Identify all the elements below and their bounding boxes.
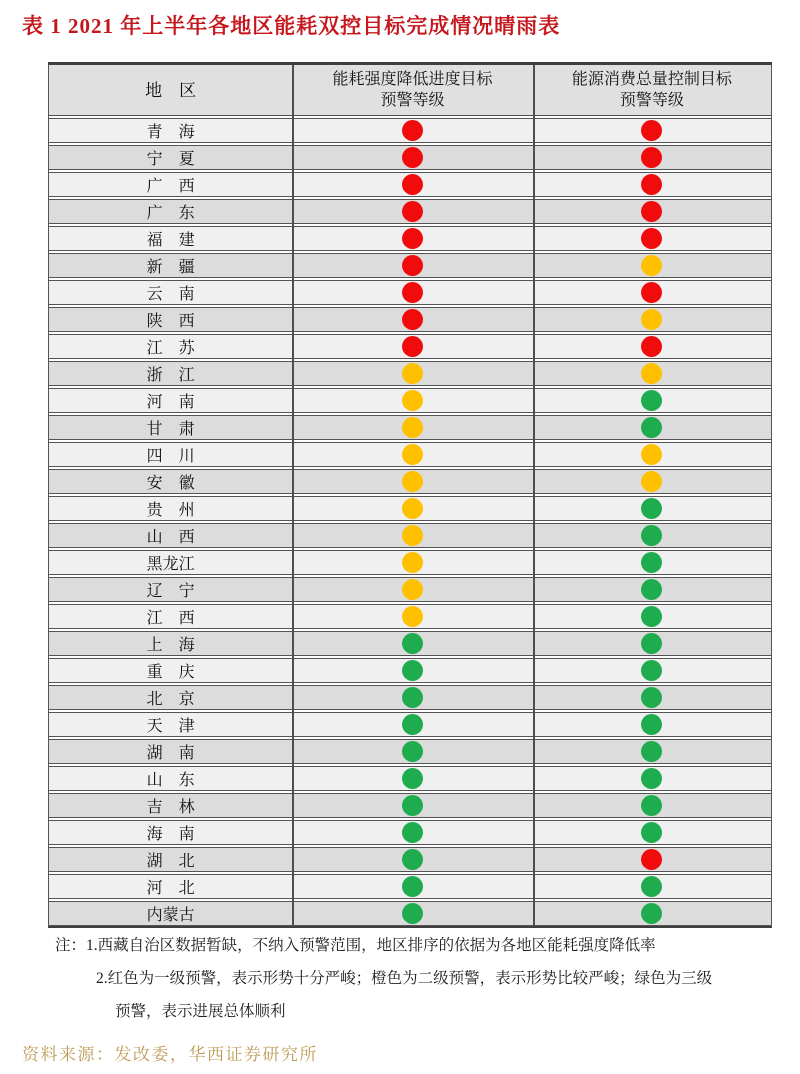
warning-level-cell bbox=[292, 659, 532, 682]
status-dot-green bbox=[641, 741, 662, 762]
region-name: 海 南 bbox=[146, 826, 195, 843]
status-dot-green bbox=[402, 741, 423, 762]
table-row bbox=[49, 685, 771, 710]
status-dot-green bbox=[402, 687, 423, 708]
region-name: 安 徽 bbox=[146, 475, 195, 492]
table-row bbox=[49, 874, 771, 899]
warning-level-cell bbox=[533, 497, 771, 520]
status-dot-red bbox=[641, 228, 662, 249]
region-name: 青 海 bbox=[146, 124, 195, 141]
table-header-row bbox=[49, 65, 771, 116]
warning-level-cell bbox=[292, 740, 532, 763]
status-dot-green bbox=[641, 714, 662, 735]
status-dot-yellow bbox=[641, 255, 662, 276]
region-name: 吉 林 bbox=[146, 799, 195, 816]
warning-level-cell bbox=[292, 497, 532, 520]
table-row bbox=[49, 847, 771, 872]
table-row bbox=[49, 226, 771, 251]
note-line-1 bbox=[55, 936, 765, 956]
warning-level-cell bbox=[292, 524, 532, 547]
status-dot-green bbox=[402, 714, 423, 735]
warning-level-cell bbox=[292, 605, 532, 628]
status-dot-yellow bbox=[641, 444, 662, 465]
status-dot-green bbox=[641, 633, 662, 654]
note-prefix: 注： bbox=[55, 937, 87, 954]
warning-level-cell bbox=[292, 443, 532, 466]
header-intensity-line1: 能耗强度降低进度目标 bbox=[332, 71, 493, 88]
status-dot-yellow bbox=[402, 606, 423, 627]
region-name: 山 东 bbox=[146, 772, 195, 789]
warning-level-cell bbox=[533, 335, 771, 358]
warning-level-cell bbox=[533, 659, 771, 682]
table-row bbox=[49, 739, 771, 764]
warning-level-cell bbox=[533, 767, 771, 790]
warning-level-cell bbox=[533, 443, 771, 466]
status-dot-red bbox=[641, 174, 662, 195]
status-dot-red bbox=[641, 120, 662, 141]
table-row bbox=[49, 631, 771, 656]
status-dot-red bbox=[402, 228, 423, 249]
status-dot-green bbox=[641, 579, 662, 600]
table-row bbox=[49, 550, 771, 575]
warning-level-cell bbox=[292, 551, 532, 574]
warning-level-cell bbox=[292, 578, 532, 601]
warning-level-cell bbox=[292, 686, 532, 709]
status-dot-green bbox=[402, 768, 423, 789]
status-dot-red bbox=[641, 147, 662, 168]
region-name: 浙 江 bbox=[146, 367, 195, 384]
status-dot-green bbox=[641, 795, 662, 816]
table-row bbox=[49, 523, 771, 548]
table-row bbox=[49, 415, 771, 440]
region-name: 广 东 bbox=[146, 205, 195, 222]
warning-level-cell bbox=[292, 470, 532, 493]
warning-level-cell bbox=[292, 227, 532, 250]
header-region: 地 区 bbox=[145, 80, 197, 100]
table-row bbox=[49, 199, 771, 224]
warning-level-cell bbox=[533, 686, 771, 709]
status-dot-green bbox=[402, 876, 423, 897]
region-name: 贵 州 bbox=[146, 502, 195, 519]
warning-level-cell bbox=[292, 713, 532, 736]
region-name: 河 北 bbox=[146, 880, 195, 897]
table-row bbox=[49, 469, 771, 494]
status-dot-green bbox=[641, 417, 662, 438]
table-row bbox=[49, 280, 771, 305]
region-name: 河 南 bbox=[146, 394, 195, 411]
status-dot-green bbox=[641, 768, 662, 789]
dual-control-table bbox=[48, 62, 772, 928]
table-row bbox=[49, 577, 771, 602]
table-row bbox=[49, 442, 771, 467]
warning-level-cell bbox=[292, 173, 532, 196]
region-name: 江 西 bbox=[146, 610, 195, 627]
warning-level-cell bbox=[292, 119, 532, 142]
status-dot-green bbox=[641, 822, 662, 843]
status-dot-green bbox=[402, 849, 423, 870]
table-row bbox=[49, 307, 771, 332]
note-line-3: 预警，表示进展总体顺利 bbox=[115, 1003, 286, 1020]
table-row bbox=[49, 604, 771, 629]
region-name: 陕 西 bbox=[146, 313, 195, 330]
status-dot-red bbox=[402, 120, 423, 141]
warning-level-cell bbox=[533, 389, 771, 412]
warning-level-cell bbox=[292, 362, 532, 385]
warning-level-cell bbox=[533, 713, 771, 736]
region-name: 天 津 bbox=[146, 718, 195, 735]
region-name: 新 疆 bbox=[146, 259, 195, 276]
status-dot-green bbox=[641, 498, 662, 519]
status-dot-green bbox=[402, 822, 423, 843]
region-name: 上 海 bbox=[146, 637, 195, 654]
source-line: 资料来源：发改委，华西证券研究所 bbox=[22, 1045, 318, 1064]
warning-level-cell bbox=[533, 281, 771, 304]
warning-level-cell bbox=[292, 794, 532, 817]
warning-level-cell bbox=[533, 146, 771, 169]
table-row bbox=[49, 172, 771, 197]
warning-level-cell bbox=[533, 200, 771, 223]
header-intensity-line2: 预警等级 bbox=[380, 92, 445, 109]
status-dot-yellow bbox=[402, 498, 423, 519]
warning-level-cell bbox=[533, 227, 771, 250]
region-name: 黑龙江 bbox=[146, 556, 195, 573]
warning-level-cell bbox=[533, 821, 771, 844]
table-row bbox=[49, 253, 771, 278]
warning-level-cell bbox=[292, 254, 532, 277]
warning-level-cell bbox=[292, 416, 532, 439]
warning-level-cell bbox=[533, 524, 771, 547]
status-dot-green bbox=[402, 903, 423, 924]
column-divider-2 bbox=[533, 65, 535, 926]
warning-level-cell bbox=[292, 389, 532, 412]
status-dot-green bbox=[641, 660, 662, 681]
status-dot-red bbox=[641, 336, 662, 357]
region-name: 江 苏 bbox=[146, 340, 195, 357]
status-dot-red bbox=[641, 201, 662, 222]
header-total-line2: 预警等级 bbox=[619, 92, 684, 109]
status-dot-green bbox=[641, 687, 662, 708]
warning-level-cell bbox=[533, 416, 771, 439]
region-name: 福 建 bbox=[146, 232, 195, 249]
warning-level-cell bbox=[292, 308, 532, 331]
status-dot-red bbox=[402, 174, 423, 195]
warning-level-cell bbox=[533, 470, 771, 493]
table-row bbox=[49, 658, 771, 683]
status-dot-green bbox=[402, 660, 423, 681]
warning-level-cell bbox=[533, 362, 771, 385]
warning-level-cell bbox=[292, 767, 532, 790]
warning-level-cell bbox=[292, 875, 532, 898]
status-dot-green bbox=[402, 795, 423, 816]
warning-level-cell bbox=[292, 281, 532, 304]
table-row bbox=[49, 118, 771, 143]
status-dot-yellow bbox=[402, 390, 423, 411]
header-total-line1: 能源消费总量控制目标 bbox=[571, 71, 732, 88]
warning-level-cell bbox=[292, 335, 532, 358]
region-name: 广 西 bbox=[146, 178, 195, 195]
status-dot-green bbox=[641, 390, 662, 411]
status-dot-green bbox=[641, 552, 662, 573]
status-dot-red bbox=[402, 255, 423, 276]
table-row bbox=[49, 334, 771, 359]
header-intensity-target bbox=[292, 65, 532, 115]
table-notes bbox=[55, 936, 765, 1022]
table-row bbox=[49, 388, 771, 413]
table-row bbox=[49, 712, 771, 737]
warning-level-cell bbox=[292, 632, 532, 655]
table-row bbox=[49, 901, 771, 926]
warning-level-cell bbox=[533, 605, 771, 628]
note-line-2: 2.红色为一级预警，表示形势十分严峻；橙色为二级预警，表示形势比较严峻；绿色为三级 bbox=[96, 970, 713, 987]
status-dot-yellow bbox=[402, 579, 423, 600]
region-name: 重 庆 bbox=[146, 664, 195, 681]
table-row bbox=[49, 766, 771, 791]
table-title: 表 1 2021 年上半年各地区能耗双控目标完成情况晴雨表 bbox=[22, 14, 561, 38]
warning-level-cell bbox=[533, 794, 771, 817]
status-dot-yellow bbox=[402, 471, 423, 492]
region-name: 辽 宁 bbox=[146, 583, 195, 600]
status-dot-red bbox=[402, 282, 423, 303]
warning-level-cell bbox=[533, 875, 771, 898]
region-name: 宁 夏 bbox=[146, 151, 195, 168]
warning-level-cell bbox=[292, 821, 532, 844]
column-divider-1 bbox=[292, 65, 294, 926]
region-name: 北 京 bbox=[146, 691, 195, 708]
region-name: 甘 肃 bbox=[146, 421, 195, 438]
status-dot-green bbox=[641, 525, 662, 546]
warning-level-cell bbox=[533, 308, 771, 331]
status-dot-yellow bbox=[402, 363, 423, 384]
table-row bbox=[49, 793, 771, 818]
warning-level-cell bbox=[533, 848, 771, 871]
status-dot-yellow bbox=[402, 552, 423, 573]
warning-level-cell bbox=[533, 119, 771, 142]
warning-level-cell bbox=[533, 551, 771, 574]
table-body bbox=[49, 118, 771, 926]
status-dot-yellow bbox=[641, 471, 662, 492]
region-name: 湖 南 bbox=[146, 745, 195, 762]
warning-level-cell bbox=[292, 848, 532, 871]
region-name: 内蒙古 bbox=[146, 907, 195, 924]
table-row bbox=[49, 145, 771, 170]
warning-level-cell bbox=[533, 578, 771, 601]
region-name: 云 南 bbox=[146, 286, 195, 303]
warning-level-cell bbox=[533, 254, 771, 277]
warning-level-cell bbox=[292, 146, 532, 169]
status-dot-green bbox=[641, 606, 662, 627]
status-dot-yellow bbox=[402, 525, 423, 546]
region-name: 湖 北 bbox=[146, 853, 195, 870]
status-dot-red bbox=[402, 336, 423, 357]
status-dot-red bbox=[402, 309, 423, 330]
warning-level-cell bbox=[533, 632, 771, 655]
table-row bbox=[49, 496, 771, 521]
warning-level-cell bbox=[292, 200, 532, 223]
warning-level-cell bbox=[533, 173, 771, 196]
region-name: 四 川 bbox=[146, 448, 195, 465]
status-dot-yellow bbox=[641, 363, 662, 384]
warning-level-cell bbox=[533, 902, 771, 925]
region-name: 山 西 bbox=[146, 529, 195, 546]
status-dot-green bbox=[641, 876, 662, 897]
warning-level-cell bbox=[533, 740, 771, 763]
status-dot-green bbox=[641, 903, 662, 924]
status-dot-green bbox=[402, 633, 423, 654]
header-total-target bbox=[533, 65, 771, 115]
status-dot-red bbox=[641, 849, 662, 870]
status-dot-yellow bbox=[402, 444, 423, 465]
status-dot-red bbox=[641, 282, 662, 303]
status-dot-red bbox=[402, 201, 423, 222]
warning-level-cell bbox=[292, 902, 532, 925]
table-row bbox=[49, 361, 771, 386]
status-dot-yellow bbox=[641, 309, 662, 330]
status-dot-yellow bbox=[402, 417, 423, 438]
note-1-text: 1.西藏自治区数据暂缺，不纳入预警范围，地区排序的依据为各地区能耗强度降低率 bbox=[86, 937, 656, 954]
table-row bbox=[49, 820, 771, 845]
status-dot-red bbox=[402, 147, 423, 168]
